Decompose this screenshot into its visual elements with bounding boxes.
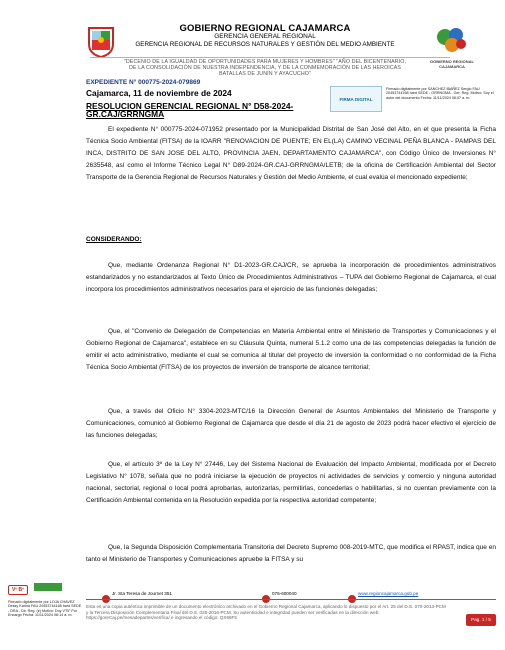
body-paragraph-1 [86,124,496,184]
body-paragraph-4 [86,406,496,442]
vobo-label: Vº Bº [8,585,28,595]
body-paragraph-2 [86,260,496,296]
footer-divider [86,599,496,600]
peru-coat-of-arms-icon [86,26,116,58]
digital-signature-stamp [330,86,382,112]
paragraph-text: Que, la Segunda Disposición Complementaria Transitoria del Decreto Supremo 008-2019-MTC, que modifica el RPAST, indica que en tanto el Ministerio de Transportes y Comunicaciones apruebe la FITSA y su [86,544,496,563]
brand-text: GOBIERNO REGIONAL CAJAMARCA [429,59,474,69]
vobo-logo-icon [34,583,62,591]
signature-label: FIRMA DIGITAL [339,97,373,102]
vobo-signature-details: Firmado digitalmente por LOJA CHAVEZ Dessy Karina FAU 20453744168 hard SEDE - DRA - Dir. Reg. (e) Motivo: Doy V°B° Por Encargo Fecha: 11/11/2024 08:14 a. m. [8,600,82,617]
body-paragraph-3 [86,326,496,374]
expediente-number: EXPEDIENTE N° 000775-2024-079869 [86,79,201,86]
header-title: GOBIERNO REGIONAL CAJAMARCA [179,23,351,34]
paragraph-text: Que, el "Convenio de Delegación de Competencias en Materia Ambiental entre el Ministerio de Transportes y Comunicaciones y el Gobierno Regional de Cajamarca", establece en su Cláusula Quinta, numeral 5.1.2 como una de las competencias delegadas la función de emitir el acto administrativo, mediante el cual se comunica al titular del proyecto de inversión la conformidad o no conformidad de la Ficha Técnica Socio Ambiental (FITSA) de los proyectos de inversión de transporte de alcance territorial; [86,328,496,371]
header-department: GERENCIA REGIONAL DE RECURSOS NATURALES Y GESTIÓN DEL MEDIO AMBIENTE [135,41,395,48]
gobierno-regional-logo [428,25,476,67]
footer-phone: 076-600040 [272,591,297,596]
body-paragraph-5 [86,459,496,507]
document-date: Cajamarca, 11 de noviembre de 2024 [86,88,232,98]
paragraph-text: Que, el artículo 3º de la Ley N° 27446, Ley del Sistema Nacional de Evaluación del Impacto Ambiental, modificada por el Decreto Legislativo N° 1078, señala que no podrá iniciarse la ejecución de proyectos ni actividades de servicios y comercio y ninguna autoridad nacional, sectorial, regional o local podrá aprobarlas, autorizarlas, permitirlas, concederlas o habilitarlas, si no cuentan previamente con la Certificación Ambiental contenida en la Resolución expedida por la respectiva autoridad competente; [86,461,496,504]
footer-website-link[interactable]: www.regioncajamarca.gob.pe [358,591,419,596]
paragraph-text: Que, mediante Ordenanza Regional N° D1-2023-GR.CAJ/CR, se aprueba la incorporación de procedimientos administrativos estandarizados y no estandarizados al Texto Único de Procedimientos Administrativos – TUPA del Gobierno Regional de Cajamarca, el cual incorpora los procedimientos administrativos necesarios para el ejercicio de las funciones delegadas; [86,262,496,293]
header-subtitle: GERENCIA GENERAL REGIONAL [214,33,316,40]
decenio-text: "DECENIO DE LA IGUALDAD DE OPORTUNIDADES PARA MUJERES Y HOMBRES" "AÑO DEL BICENTENARIO, DE LA CONSOLIDACIÓN DE NUESTRA INDEPENDENCIA, Y DE LA CONMEMORACIÓN DE LAS HEROICAS BATALLAS DE JUNÍN Y AYACUCHO" [123,59,407,78]
signature-details: Firmado digitalmente por SANCHEZ IBAÑEZ Sergio FAU 20453744168 hard SEDE - GRRNGMA - Ger. Reg. Motivo: Soy el autor del documento Fecha: 11/11/2024 08:07 a. m. [386,87,494,100]
footer-address: Jr. Sta Teresa de Journet 351 [112,591,172,596]
resolution-title: RESOLUCION GERENCIAL REGIONAL N° D58-2024-GR.CAJ/GRRNGMA [86,101,294,119]
paragraph-text: Que, a través del Oficio N° 3304-2023-MTC/16 la Dirección General de Asuntos Ambientales del Ministerio de Transporte y Comunicaciones, comunicó al Gobierno Regional de Cajamarca que desde el día 21 de agosto de 2023 podrá hacer efectivo el ejercicio de las funciones delegadas; [86,408,496,439]
paragraph-text: El expediente N° 000775-2024-071952 presentado por la Municipalidad Distrital de San José del Alto, en el que presenta la Ficha Técnica Socio Ambiental (FITSA) de la IOARR "RENOVACION DE PUENTE; EN EL(LA) CAMINO VECINAL PEÑA BLANCA - PAMPAS DEL INCA, DISTRITO DE SAN JOSE DEL ALTO, PROVINCIA JAEN, DEPARTAMENTO CAJAMARCA", con Código Único de Inversiones N° 2635548, así como el Informe Técnico Legal N° D89-2024-GR.CAJ-GRRNGMA/LETB; de la oficina de Certificación Ambiental del Sector Transporte de la Gerencia Regional de Recursos Naturales y Gestión del Medio Ambiente, el cual evalúa el mencionado expediente; [86,126,496,181]
body-paragraph-6 [86,542,496,566]
header-divider [90,57,450,58]
page-indicator: Pag. 1 / 5 [466,614,496,626]
footer-authenticity-note: Esta es una copia auténtica imprimible de un documento electrónico archivado en el Gobierno Regional Cajamarca, aplicando lo dispuesto por el Art. 25 del D.S. 070-2013-PCM y la Tercera Disposición Complementaria Final del D.S. 026-2016-PCM. Su autenticidad e integridad pueden ser verificadas en la dirección web: https://goreCaj.pe/mesadepartes/verifica/ e ingresando el código: QX66F5 [86,604,446,621]
considerando-heading: CONSIDERANDO: [86,236,142,243]
vobo-stamp [8,578,66,596]
